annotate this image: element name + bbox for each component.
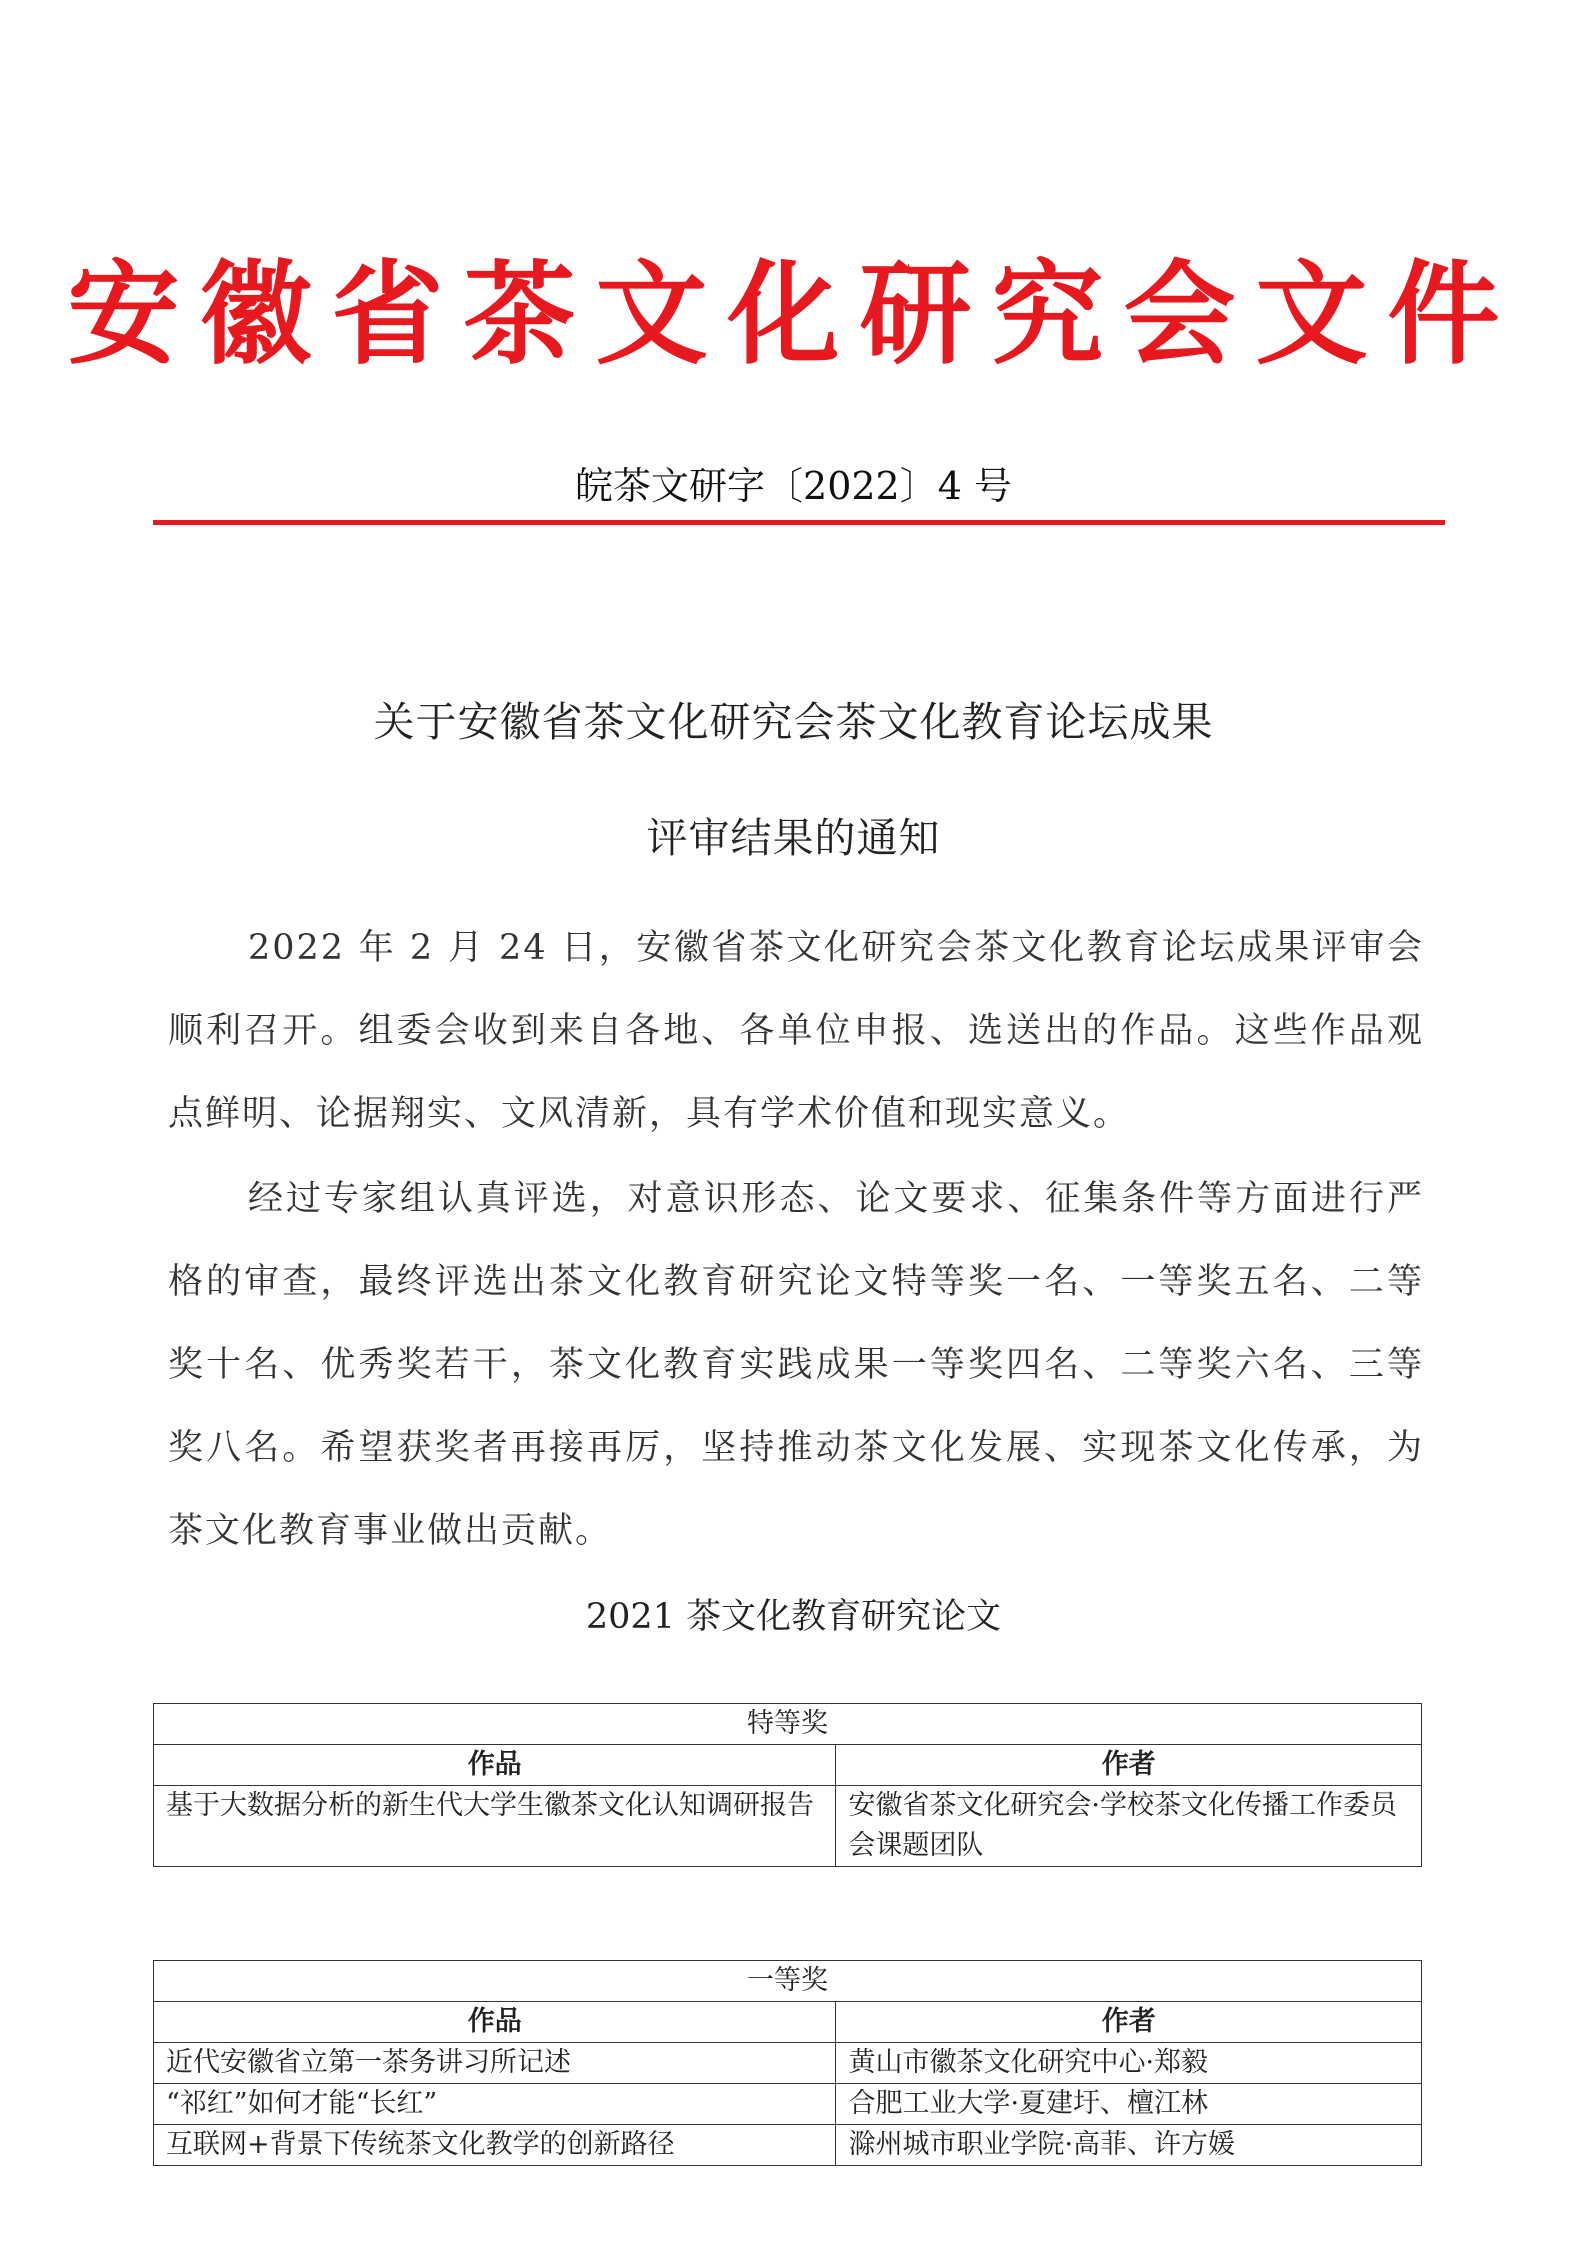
table-row <box>154 2125 1422 2166</box>
table-row <box>154 2043 1422 2084</box>
table-header-row <box>154 1745 1422 1786</box>
column-header-author: 作者 <box>836 1745 1422 1786</box>
notice-title-line-2: 评审结果的通知 <box>646 814 941 862</box>
author-cell: 滁州城市职业学院·高菲、许方媛 <box>836 2125 1422 2166</box>
document-number: 皖茶文研字〔2022〕4 号 <box>575 464 1012 508</box>
work-cell: “祁红”如何才能“长红” <box>154 2084 836 2125</box>
author-cell: 黄山市徽茶文化研究中心·郑毅 <box>836 2043 1422 2084</box>
table-level-row <box>154 1704 1422 1745</box>
notice-title-line-1: 关于安徽省茶文化研究会茶文化教育论坛成果 <box>373 698 1214 746</box>
author-cell: 合肥工业大学·夏建圩、檀江林 <box>836 2084 1422 2125</box>
red-divider-rule <box>153 520 1445 525</box>
column-header-work: 作品 <box>154 1745 836 1786</box>
table-row <box>154 2084 1422 2125</box>
first-award-table <box>153 1960 1422 2166</box>
award-level-cell: 一等奖 <box>154 1961 1422 2002</box>
body-paragraph-1: 2022 年 2 月 24 日，安徽省茶文化研究会茶文化教育论坛成果评审会顺利召开。组委会收到来自各地、各单位申报、选送出的作品。这些作品观点鲜明、论据翔实、文风清新，具有学术价值和现实意义。 <box>168 928 1424 1134</box>
body-paragraph-2: 经过专家组认真评选，对意识形态、论文要求、征集条件等方面进行严格的审查，最终评选出茶文化教育研究论文特等奖一名、一等奖五名、二等奖十名、优秀奖若干，茶文化教育实践成果一等奖四名、二等奖六名、三等奖八名。希望获奖者再接再厉，坚持推动茶文化发展、实现茶文化传承，为茶文化教育事业做出贡献。 <box>168 1179 1424 1551</box>
award-level-cell: 特等奖 <box>154 1704 1422 1745</box>
table-level-row <box>154 1961 1422 2002</box>
document-header-title: 安徽省茶文化研究会文件 <box>67 250 1520 380</box>
work-cell: 近代安徽省立第一茶务讲习所记述 <box>154 2043 836 2084</box>
work-cell: 基于大数据分析的新生代大学生徽茶文化认知调研报告 <box>154 1786 836 1867</box>
work-cell: 互联网+背景下传统茶文化教学的创新路径 <box>154 2125 836 2166</box>
special-award-table <box>153 1703 1422 1867</box>
table-header-row <box>154 2002 1422 2043</box>
author-cell: 安徽省茶文化研究会·学校茶文化传播工作委员会课题团队 <box>836 1786 1422 1867</box>
section-heading: 2021 茶文化教育研究论文 <box>585 1597 1002 1637</box>
table-row <box>154 1786 1422 1867</box>
column-header-work: 作品 <box>154 2002 836 2043</box>
column-header-author: 作者 <box>836 2002 1422 2043</box>
